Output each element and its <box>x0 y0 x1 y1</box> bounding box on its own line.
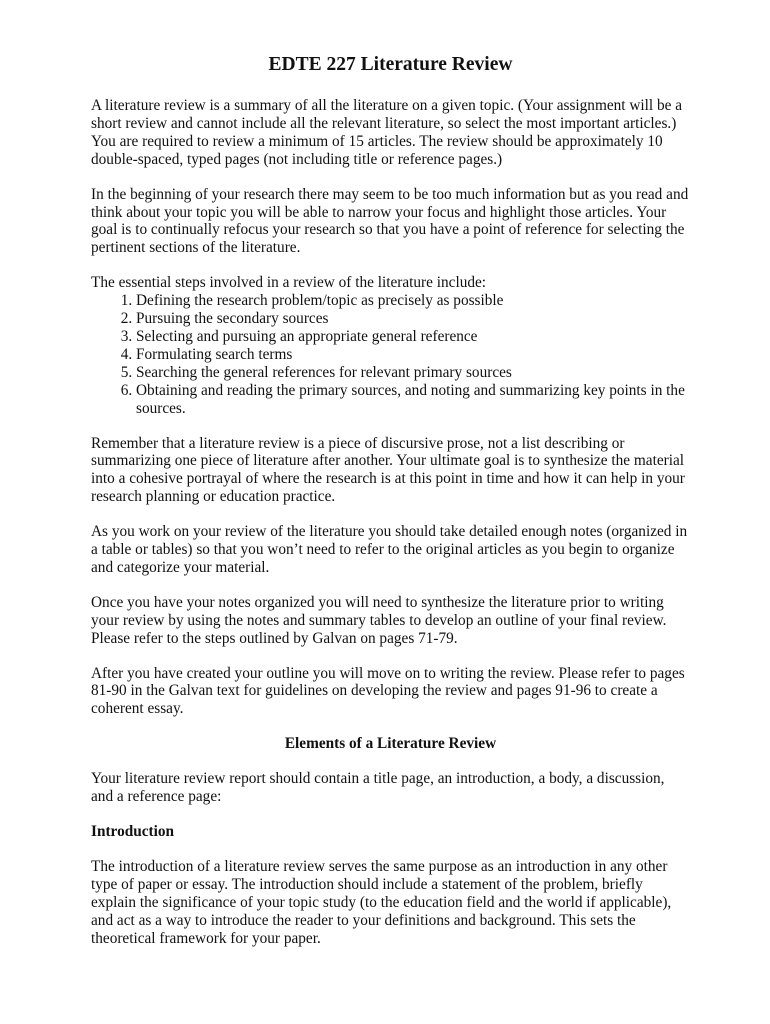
elements-paragraph: Your literature review report should contain a title page, an introduction, a body, a discussion, and a reference page: <box>91 770 665 806</box>
elements-heading: Elements of a Literature Review <box>284 735 497 753</box>
steps-list <box>91 292 690 417</box>
document-title: EDTE 227 Literature Review <box>268 54 513 75</box>
intro-paragraph-1: A literature review is a summary of all the literature on a given topic. (Your assignment will be a short review and cannot include all the relevant literature, so select the most important articles.) You are required to review a minimum of 15 articles. The review should be approximately 10 double-spaced, typed pages (not including title or reference pages.) <box>91 97 683 168</box>
notes-paragraph: As you work on your review of the literature you should take detailed enough notes (organized in a table or tables) so that you won’t need to refer to the original articles as you begin to organize and categorize your material. <box>91 523 688 576</box>
list-item: 4. Formulating search terms <box>136 346 690 364</box>
list-item: 5. Searching the general references for relevant primary sources <box>136 364 690 382</box>
list-item: 2. Pursuing the secondary sources <box>136 310 690 328</box>
steps-intro: The essential steps involved in a review of the literature include: <box>91 274 487 292</box>
intro-paragraph-2: In the beginning of your research there may seem to be too much information but as you read and think about your topic you will be able to narrow your focus and highlight those articles. Your goal is to continually refocus your research so that you have a point of reference for selecting the pertinent sections of the literature. <box>91 185 689 257</box>
discursive-prose-paragraph: Remember that a literature review is a piece of discursive prose, not a list describing or summarizing one piece of literature after another. Your ultimate goal is to synthesize the material into a cohesive portrayal of where the research is at this point in time and how it can help in your research planning or education practice. <box>91 434 685 506</box>
list-item: 3. Selecting and pursuing an appropriate general reference <box>136 328 690 346</box>
introduction-heading: Introduction <box>91 823 175 840</box>
synthesize-paragraph: Once you have your notes organized you will need to synthesize the literature prior to writing your review by using the notes and summary tables to develop an outline of your final review. Please refer to the steps outlined by Galvan on pages 71-79. <box>91 593 667 647</box>
list-item: 1. Defining the research problem/topic as precisely as possible <box>136 292 690 310</box>
introduction-paragraph: The introduction of a literature review serves the same purpose as an introduction in any other type of paper or essay. The introduction should include a statement of the problem, briefly explain the significance of your topic study (to the education field and the world if applicable), and act as a way to introduce the reader to your definitions and background. This sets the theoretical framework for your paper. <box>91 857 672 947</box>
list-item: 6. Obtaining and reading the primary sources, and noting and summarizing key points in the sources. <box>136 382 690 418</box>
outline-paragraph: After you have created your outline you will move on to writing the review. Please refer to pages 81-90 in the Galvan text for guidelines on developing the review and pages 91-96 to create a coherent essay. <box>91 664 685 718</box>
